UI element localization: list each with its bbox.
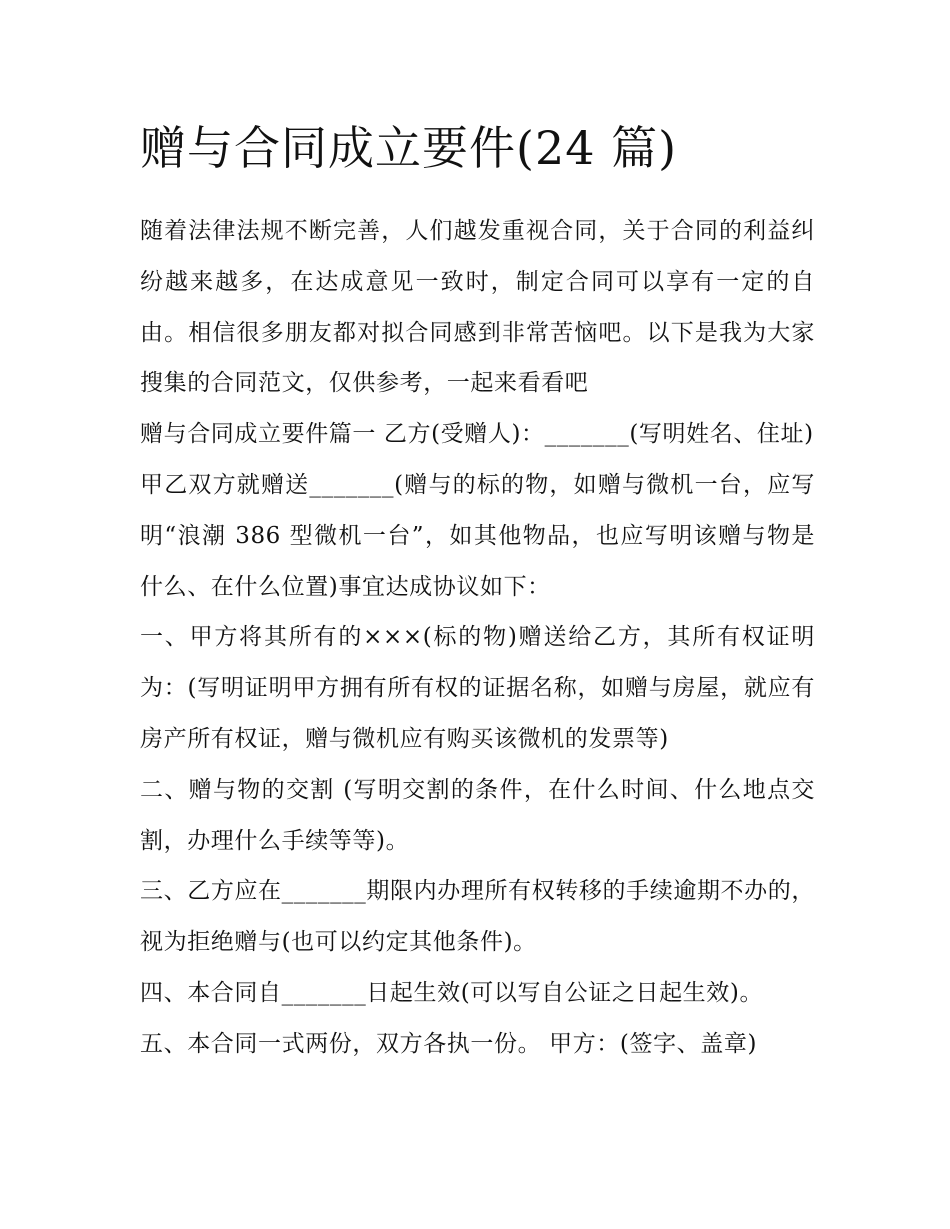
paragraph-clause-1: 一、甲方将其所有的×××(标的物)赠送给乙方，其所有权证明为：(写明证明甲方拥有所有权的证据名称，如赠与房屋，就应有房产所有权证，赠与微机应有购买该微机的发票等) <box>140 624 815 752</box>
paragraph-gift-subject: 甲乙双方就赠送_______(赠与的标的物，如赠与微机一台，应写明“浪潮 386 型微机一台”，如其他物品，也应写明该赠与物是什么、在什么位置)事宜达成协议如下： <box>140 471 815 600</box>
paragraph-intro: 随着法律法规不断完善，人们越发重视合同，关于合同的利益纠纷越来越多，在达成意见一致时，制定合同可以享有一定的自由。相信很多朋友都对拟合同感到非常苦恼吧。以下是我为大家搜集的合同范文，仅供参考，一起来看看吧 <box>140 218 815 397</box>
paragraph-clause-4: 四、本合同自_______日起生效(可以写自公证之日起生效)。 <box>140 979 764 1006</box>
paragraph-clause-2: 二、赠与物的交割 (写明交割的条件，在什么时间、什么地点交割，办理什么手续等等)。 <box>140 776 815 854</box>
paragraph-clause-3: 三、乙方应在_______期限内办理所有权转移的手续逾期不办的，视为拒绝赠与(也可以约定其他条件)。 <box>140 878 815 956</box>
document-title: 赠与合同成立要件(24 篇) <box>140 121 678 175</box>
paragraph-part-b: 赠与合同成立要件篇一 乙方(受赠人)：_______(写明姓名、住址) <box>140 421 814 448</box>
document-page <box>140 112 815 1070</box>
paragraph-clause-5: 五、本合同一式两份，双方各执一份。 甲方：(签字、盖章) <box>140 1030 758 1057</box>
